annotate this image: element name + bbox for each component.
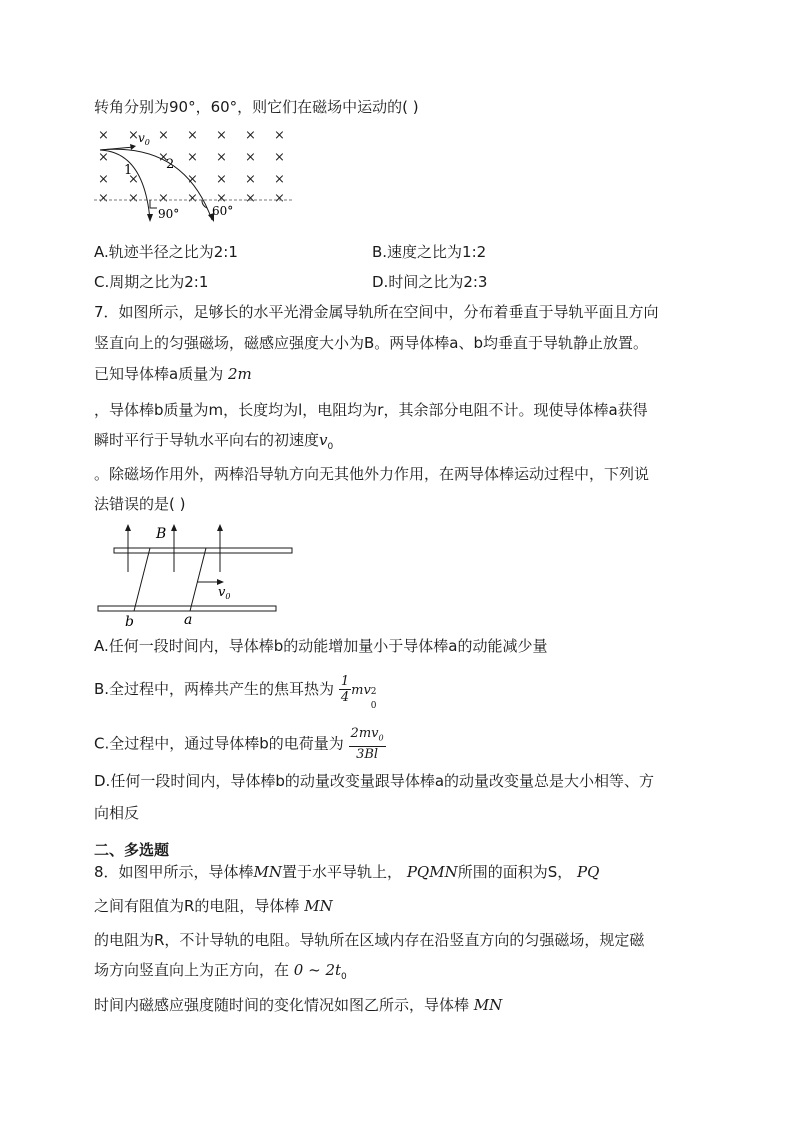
svg-text:×: × <box>128 191 139 206</box>
svg-text:×: × <box>245 191 256 206</box>
svg-text:×: × <box>216 150 227 165</box>
svg-text:×: × <box>128 128 139 143</box>
svg-text:×: × <box>274 172 285 187</box>
q7-line7: 法错误的是( ) <box>94 495 186 513</box>
svg-text:×: × <box>128 172 139 187</box>
svg-text:×: × <box>158 191 169 206</box>
q7-option-d-line1: D.任何一段时间内，导体棒b的动量改变量跟导体棒a的动量改变量总是大小相等、方 <box>94 772 655 790</box>
svg-text:×: × <box>245 150 256 165</box>
q6-figure <box>94 122 314 232</box>
q7-line2: 竖直向上的匀强磁场，磁感应强度大小为B。两导体棒a、b均垂直于导轨静止放置。 <box>94 334 649 352</box>
svg-text:×: × <box>274 191 285 206</box>
svg-text:×: × <box>158 128 169 143</box>
q6-angle1-label: 90° <box>158 207 180 221</box>
q8-line1: 8．如图甲所示，导体棒MN置于水平导轨上， PQMN所围的面积为S， PQ <box>94 863 600 881</box>
q7-line6: 。除磁场作用外，两棒沿导轨方向无其他外力作用，在两导体棒运动过程中，下列说 <box>94 465 650 483</box>
q6-stem: 转角分别为90°，60°，则它们在磁场中运动的( ) <box>94 98 419 116</box>
q7-a-rod-label: a <box>184 612 193 628</box>
svg-text:×: × <box>187 191 198 206</box>
q7-option-d-line2: 向相反 <box>94 804 140 822</box>
q7-v0-label: $v_0$ <box>218 585 231 601</box>
q7-option-a: A.任何一段时间内，导体棒b的动能增加量小于导体棒a的动能减少量 <box>94 637 548 655</box>
svg-text:×: × <box>187 128 198 143</box>
q7-figure <box>94 520 304 630</box>
section-heading: 二、多选题 <box>94 841 170 859</box>
q7-option-c: C.全过程中，通过导体棒b的电荷量为 $\frac{2mv_0}{3Bl}$ <box>94 726 384 762</box>
q6-option-d: D.时间之比为2:3 <box>372 273 488 291</box>
q8-line2: 之间有阻值为R的电阻，导体棒 MN <box>94 897 333 915</box>
svg-text:×: × <box>187 172 198 187</box>
q7-option-b: B.全过程中，两棒共产生的焦耳热为 $\frac{1}{4}$ mv 2 0 <box>94 674 377 711</box>
q7-b-label: B <box>156 526 167 542</box>
svg-text:×: × <box>98 191 109 206</box>
svg-text:×: × <box>158 150 169 165</box>
svg-text:×: × <box>216 191 227 206</box>
q6-v0-label: $v_0$ <box>138 131 150 147</box>
q6-track2-label: 2 <box>166 157 175 172</box>
svg-text:×: × <box>98 128 109 143</box>
q7-line1: 7．如图所示，足够长的水平光滑金属导轨所在空间中，分布着垂直于导轨平面且方向 <box>94 303 659 321</box>
svg-text:×: × <box>98 172 109 187</box>
q6-option-a: A.轨迹半径之比为2:1 <box>94 243 238 261</box>
q8-line5: 时间内磁感应强度随时间的变化情况如图乙所示，导体棒 MN <box>94 996 503 1014</box>
q7-b-rod-label: b <box>125 614 134 630</box>
q8-line4: 场方向竖直向上为正方向，在 0 ~ $2t_0$ <box>94 961 347 982</box>
q7-line4: ，导体棒b质量为m，长度均为l，电阻均为r，其余部分电阻不计。现使导体棒a获得 <box>94 401 648 419</box>
svg-text:×: × <box>187 150 198 165</box>
q7-line5: 瞬时平行于导轨水平向右的初速度$v_0$ <box>94 431 334 452</box>
svg-text:×: × <box>216 128 227 143</box>
svg-text:×: × <box>98 150 109 165</box>
q6-angle2-label: 60° <box>212 204 234 218</box>
q6-track1-label: 1 <box>124 163 133 178</box>
svg-text:×: × <box>274 128 285 143</box>
svg-text:×: × <box>274 150 285 165</box>
q6-option-c: C.周期之比为2:1 <box>94 273 209 291</box>
q8-line3: 的电阻为R，不计导轨的电阻。导轨所在区域内存在沿竖直方向的匀强磁场，规定磁 <box>94 931 645 949</box>
q7-line3: 已知导体棒a质量为 2m <box>94 365 252 383</box>
svg-text:×: × <box>245 128 256 143</box>
q6-option-b: B.速度之比为1:2 <box>372 243 487 261</box>
svg-text:×: × <box>245 172 256 187</box>
svg-text:×: × <box>216 172 227 187</box>
